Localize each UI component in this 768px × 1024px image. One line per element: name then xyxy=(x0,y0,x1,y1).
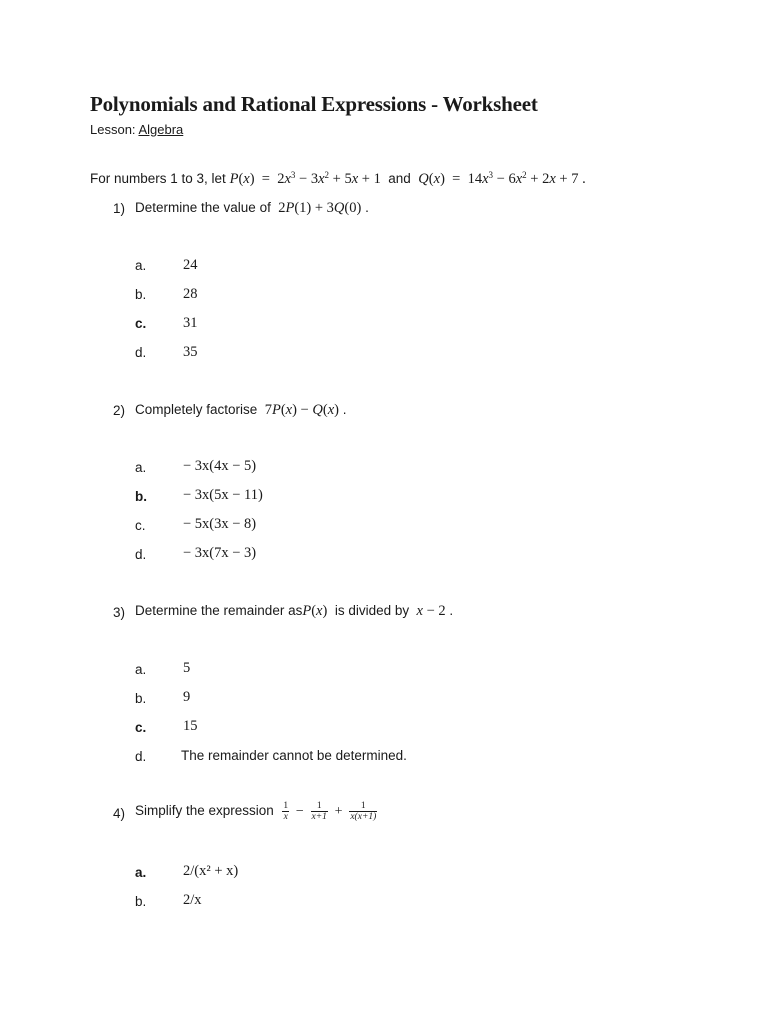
lesson-label: Lesson: xyxy=(90,122,136,137)
question-3-math: P(x) xyxy=(302,603,328,619)
q-definition-rhs: $14x^3 - 6x^2 + 2x + 7$ xyxy=(467,170,579,187)
fraction-1-over-x: $\frac{1}{x}$ xyxy=(283,801,289,822)
q2-option-b-value: − 3x(5x − 11) xyxy=(183,487,263,503)
q1-option-c-letter: c. xyxy=(135,316,147,331)
page-title: Polynomials and Rational Expressions - Worksheet xyxy=(90,92,538,116)
question-1-math: 2P(1) + 3Q(0) xyxy=(274,200,362,216)
operator-minus: − xyxy=(295,804,304,820)
q2-option-c-letter: c. xyxy=(135,518,146,533)
q4-option-a-value: 2/(x² + x) xyxy=(183,863,239,879)
q3-option-a-letter: a. xyxy=(135,662,147,677)
q4-option-b-value: 2/x xyxy=(183,892,202,908)
q2-option-a-letter: a. xyxy=(135,460,147,475)
q3-option-c-letter: c. xyxy=(135,720,147,735)
q1-option-a-value: 24 xyxy=(183,257,198,273)
q4-option-a-letter: a. xyxy=(135,865,147,880)
q-definition: $Q(x) = 14x^3 - 6x^2 + 2x + 7$ . xyxy=(418,170,586,187)
q4-option-b-letter: b. xyxy=(135,894,147,909)
question-4-text: Simplify the expression $\frac{1}{x}$ − $\frac{1}{x+1}$ + $\frac{1}{x(x+1)}$ xyxy=(135,801,377,822)
q3-option-d-letter: d. xyxy=(135,749,147,764)
question-3-text: Determine the remainder asP(x) is divided by x − 2 . xyxy=(135,603,454,619)
q1-option-b-value: 28 xyxy=(183,286,198,302)
q1-option-a-letter: a. xyxy=(135,258,147,273)
question-2-number: 2) xyxy=(113,403,126,418)
question-3-number: 3) xyxy=(113,605,126,620)
fraction-1-over-x-plus-1: $\frac{1}{x+1}$ xyxy=(311,801,327,822)
question-1-text: Determine the value of 2P(1) + 3Q(0) . xyxy=(135,200,369,216)
q1-option-b-letter: b. xyxy=(135,287,147,302)
question-1-number: 1) xyxy=(113,201,126,216)
q2-option-d-value: − 3x(7x − 3) xyxy=(183,545,257,561)
intro-and: and xyxy=(388,171,411,186)
intro-line xyxy=(90,171,586,188)
question-2-text: Completely factorise 7P(x) − Q(x) . xyxy=(135,402,347,418)
question-2-math: 7P(x) − Q(x) xyxy=(261,402,339,418)
question-4-number: 4) xyxy=(113,806,126,821)
fraction-1-over-x-x-plus-1: $\frac{1}{x(x+1)}$ xyxy=(350,801,377,822)
q1-option-c-value: 31 xyxy=(183,315,198,331)
q2-option-a-value: − 3x(4x − 5) xyxy=(183,458,257,474)
lesson-link[interactable]: Algebra xyxy=(138,122,184,137)
p-definition: $P(x) = 2x^3 - 3x^2 + 5x + 1$ xyxy=(229,170,381,187)
q3-option-d-value: The remainder cannot be determined. xyxy=(181,748,407,763)
q2-option-d-letter: d. xyxy=(135,547,147,562)
lesson-line xyxy=(90,122,183,137)
q3-option-a-value: 5 xyxy=(183,660,191,676)
q1-option-d-value: 35 xyxy=(183,344,198,360)
operator-plus: + xyxy=(334,804,343,820)
p-definition-rhs: $2x^3 - 3x^2 + 5x + 1$ xyxy=(277,170,381,187)
q2-option-c-value: − 5x(3x − 8) xyxy=(183,516,257,532)
q1-option-d-letter: d. xyxy=(135,345,147,360)
question-3-math2: x − 2 xyxy=(416,603,446,619)
intro-prefix: For numbers 1 to 3, let xyxy=(90,171,226,186)
q3-option-b-letter: b. xyxy=(135,691,147,706)
q2-option-b-letter: b. xyxy=(135,489,147,504)
q3-option-b-value: 9 xyxy=(183,689,191,705)
q3-option-c-value: 15 xyxy=(183,718,198,734)
